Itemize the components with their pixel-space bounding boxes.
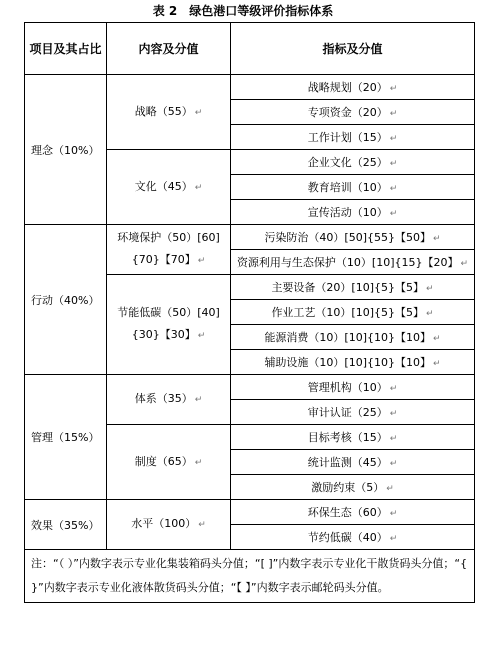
table-body <box>25 75 475 550</box>
paragraph-mark-icon: ↵ <box>433 334 441 344</box>
paragraph-mark-icon: ↵ <box>197 256 206 266</box>
paragraph-mark-icon: ↵ <box>386 484 394 494</box>
indicator-label: 目标考核（15） <box>307 431 388 444</box>
content-cell <box>107 275 231 375</box>
indicator-label: 宣传活动（10） <box>307 206 388 219</box>
paragraph-mark-icon: ↵ <box>389 84 398 94</box>
paragraph-mark-icon: ↵ <box>389 459 398 469</box>
paragraph-mark-icon: ↵ <box>426 309 434 319</box>
paragraph-mark-icon: ↵ <box>389 184 398 194</box>
content-label: 节能低碳（50）[40]{30}【30】 <box>117 306 220 341</box>
paragraph-mark-icon: ↵ <box>433 234 441 244</box>
content-cell <box>107 500 231 550</box>
paragraph-mark-icon: ↵ <box>389 509 398 519</box>
paragraph-mark-icon: ↵ <box>194 182 203 193</box>
table-row <box>25 75 475 100</box>
indicator-label: 主要设备（20）[10]{5}【5】 <box>271 281 425 294</box>
content-cell <box>107 75 231 150</box>
paragraph-mark-icon: ↵ <box>389 534 398 544</box>
indicator-cell <box>231 75 475 100</box>
paragraph-mark-icon: ↵ <box>194 107 203 118</box>
indicator-cell <box>231 475 475 500</box>
indicator-label: 能源消费（10）[10]{10}【10】 <box>264 331 432 344</box>
indicator-label: 辅助设施（10）[10]{10}【10】 <box>264 356 432 369</box>
paragraph-mark-icon: ↵ <box>194 395 203 405</box>
content-label: 水平（100） <box>131 517 197 530</box>
indicator-label: 资源利用与生态保护（10）[10]{15}【20】 <box>236 256 459 269</box>
item-cell <box>25 75 107 225</box>
item-label: 管理（15%） <box>31 431 100 444</box>
indicator-label: 管理机构（10） <box>307 381 388 394</box>
paragraph-mark-icon: ↵ <box>426 284 434 294</box>
indicator-label: 审计认证（25） <box>307 406 388 419</box>
indicator-cell <box>231 300 475 325</box>
table-caption: 表 2 绿色港口等级评价指标体系 <box>152 4 334 18</box>
table-row <box>25 500 475 525</box>
item-cell <box>25 375 107 500</box>
paragraph-mark-icon: ↵ <box>389 159 398 169</box>
indicator-cell <box>231 100 475 125</box>
item-label: 效果（35%） <box>31 518 100 532</box>
item-label: 理念（10%） <box>31 143 100 157</box>
indicator-cell <box>231 425 475 450</box>
paragraph-mark-icon: ↵ <box>198 520 206 530</box>
paragraph-mark-icon: ↵ <box>389 109 398 119</box>
indicator-label: 作业工艺（10）[10]{5}【5】 <box>271 306 425 319</box>
paragraph-mark-icon: ↵ <box>433 359 441 369</box>
table-note: 注：“（ ）”内数字表示专业化集装箱码头分值；“[ ]”内数字表示专业化干散货码头分值；“{ }”内数字表示专业化液体散货码头分值；“【 】”内数字表示邮轮码头分值。 <box>25 550 475 603</box>
table-row <box>25 375 475 400</box>
item-cell <box>25 225 107 375</box>
content-cell <box>107 425 231 500</box>
indicator-label: 教育培训（10） <box>307 181 388 194</box>
paragraph-mark-icon: ↵ <box>197 331 206 341</box>
indicator-cell <box>231 150 475 175</box>
indicator-cell <box>231 350 475 375</box>
indicator-cell <box>231 175 475 200</box>
indicator-label: 污染防治（40）[50]{55}【50】 <box>264 231 432 244</box>
content-label: 制度（65） <box>134 454 193 468</box>
indicator-cell <box>231 275 475 300</box>
indicator-cell <box>231 450 475 475</box>
content-cell <box>107 225 231 275</box>
item-label: 行动（40%） <box>31 293 100 307</box>
header-content: 内容及分值 <box>107 23 231 75</box>
indicator-label: 统计监测（45） <box>307 456 388 469</box>
indicator-label: 激励约束（5） <box>311 481 385 494</box>
indicator-cell <box>231 325 475 350</box>
header-indicator: 指标及分值 <box>231 23 475 75</box>
indicator-label: 环保生态（60） <box>307 506 388 519</box>
indicator-cell <box>231 225 475 250</box>
content-label: 战略（55） <box>134 104 193 118</box>
indicator-label: 专项资金（20） <box>307 106 388 119</box>
paragraph-mark-icon: ↵ <box>389 409 398 419</box>
indicator-cell <box>231 250 475 275</box>
content-label: 环境保护（50）[60]{70}【70】 <box>117 231 220 266</box>
indicator-label: 节约低碳（40） <box>307 531 388 544</box>
indicator-table <box>24 22 475 603</box>
paragraph-mark-icon: ↵ <box>389 134 398 144</box>
indicator-cell <box>231 400 475 425</box>
paragraph-mark-icon: ↵ <box>194 457 203 468</box>
indicator-label: 企业文化（25） <box>307 156 388 169</box>
table-row <box>25 225 475 250</box>
indicator-cell <box>231 525 475 550</box>
indicator-cell <box>231 500 475 525</box>
paragraph-mark-icon: ↵ <box>389 434 398 444</box>
indicator-label: 工作计划（15） <box>307 131 388 144</box>
indicator-cell <box>231 200 475 225</box>
indicator-cell <box>231 375 475 400</box>
content-cell <box>107 150 231 225</box>
paragraph-mark-icon: ↵ <box>389 209 398 219</box>
content-label: 体系（35） <box>134 392 193 405</box>
indicator-label: 战略规划（20） <box>307 81 388 94</box>
paragraph-mark-icon: ↵ <box>460 259 469 269</box>
content-cell <box>107 375 231 425</box>
content-label: 文化（45） <box>134 179 193 193</box>
header-item: 项目及其占比 <box>25 23 107 75</box>
indicator-cell <box>231 125 475 150</box>
paragraph-mark-icon: ↵ <box>389 384 398 394</box>
item-cell <box>25 500 107 550</box>
